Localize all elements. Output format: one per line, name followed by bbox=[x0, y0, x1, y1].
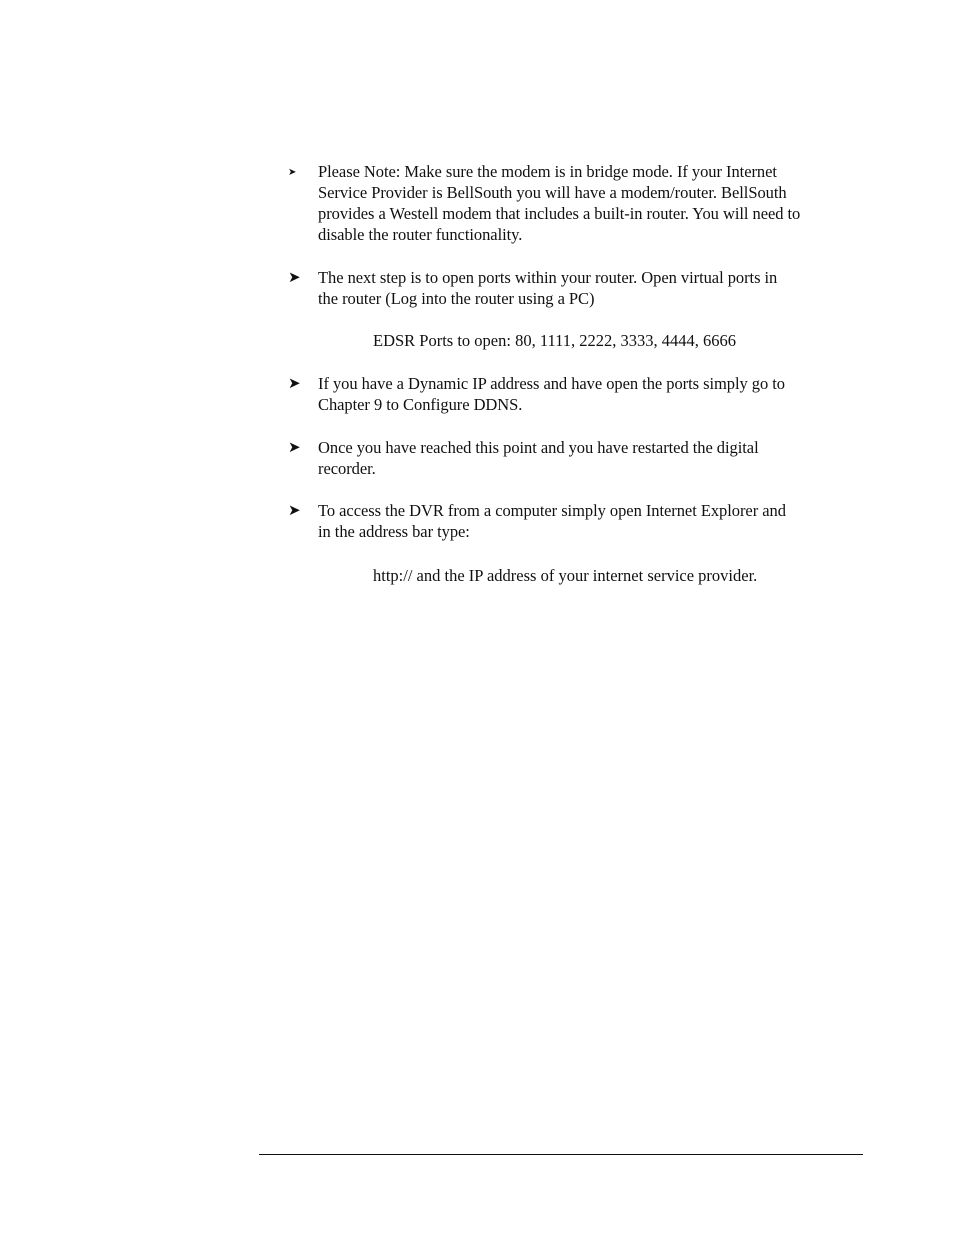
text-line: Once you have reached this point and you have restarted the digital bbox=[318, 438, 759, 457]
bullet-text bbox=[318, 161, 868, 245]
arrowhead-icon: ➤ bbox=[288, 374, 301, 392]
bullet-access-dvr bbox=[288, 500, 868, 542]
ports-note: EDSR Ports to open: 80, 1111, 2222, 3333, 4444, 6666 bbox=[373, 331, 737, 350]
text-line: Chapter 9 to Configure DDNS. bbox=[318, 395, 523, 414]
bullet-restart-recorder bbox=[288, 437, 868, 479]
text-line: recorder. bbox=[318, 459, 376, 478]
text-line: the router (Log into the router using a PC) bbox=[318, 289, 595, 308]
bullet-text bbox=[318, 437, 868, 479]
text-line: disable the router functionality. bbox=[318, 225, 523, 244]
address-note: http:// and the IP address of your internet service provider. bbox=[373, 566, 758, 585]
arrowhead-icon: ➤ bbox=[288, 268, 301, 286]
arrowhead-small-icon: ➤ bbox=[288, 167, 297, 178]
bullet-dynamic-ip bbox=[288, 373, 868, 415]
text-line: To access the DVR from a computer simply open Internet Explorer and bbox=[318, 501, 786, 520]
footer-divider bbox=[259, 1154, 863, 1155]
text-line: The next step is to open ports within your router. Open virtual ports in bbox=[318, 268, 778, 287]
text-line: If you have a Dynamic IP address and have open the ports simply go to bbox=[318, 374, 785, 393]
bullet-text bbox=[318, 267, 868, 309]
arrowhead-icon: ➤ bbox=[288, 438, 301, 456]
text-line: provides a Westell modem that includes a built-in router. You will need to bbox=[318, 204, 801, 223]
text-line: in the address bar type: bbox=[318, 522, 470, 541]
arrowhead-icon: ➤ bbox=[288, 501, 301, 519]
bullet-bridge-mode-note bbox=[288, 161, 868, 245]
bullet-open-ports bbox=[288, 267, 868, 309]
bullet-text bbox=[318, 500, 868, 542]
text-line: Please Note: Make sure the modem is in bridge mode. If your Internet bbox=[318, 162, 777, 181]
text-line: Service Provider is BellSouth you will have a modem/router. BellSouth bbox=[318, 183, 787, 202]
bullet-text bbox=[318, 373, 868, 415]
